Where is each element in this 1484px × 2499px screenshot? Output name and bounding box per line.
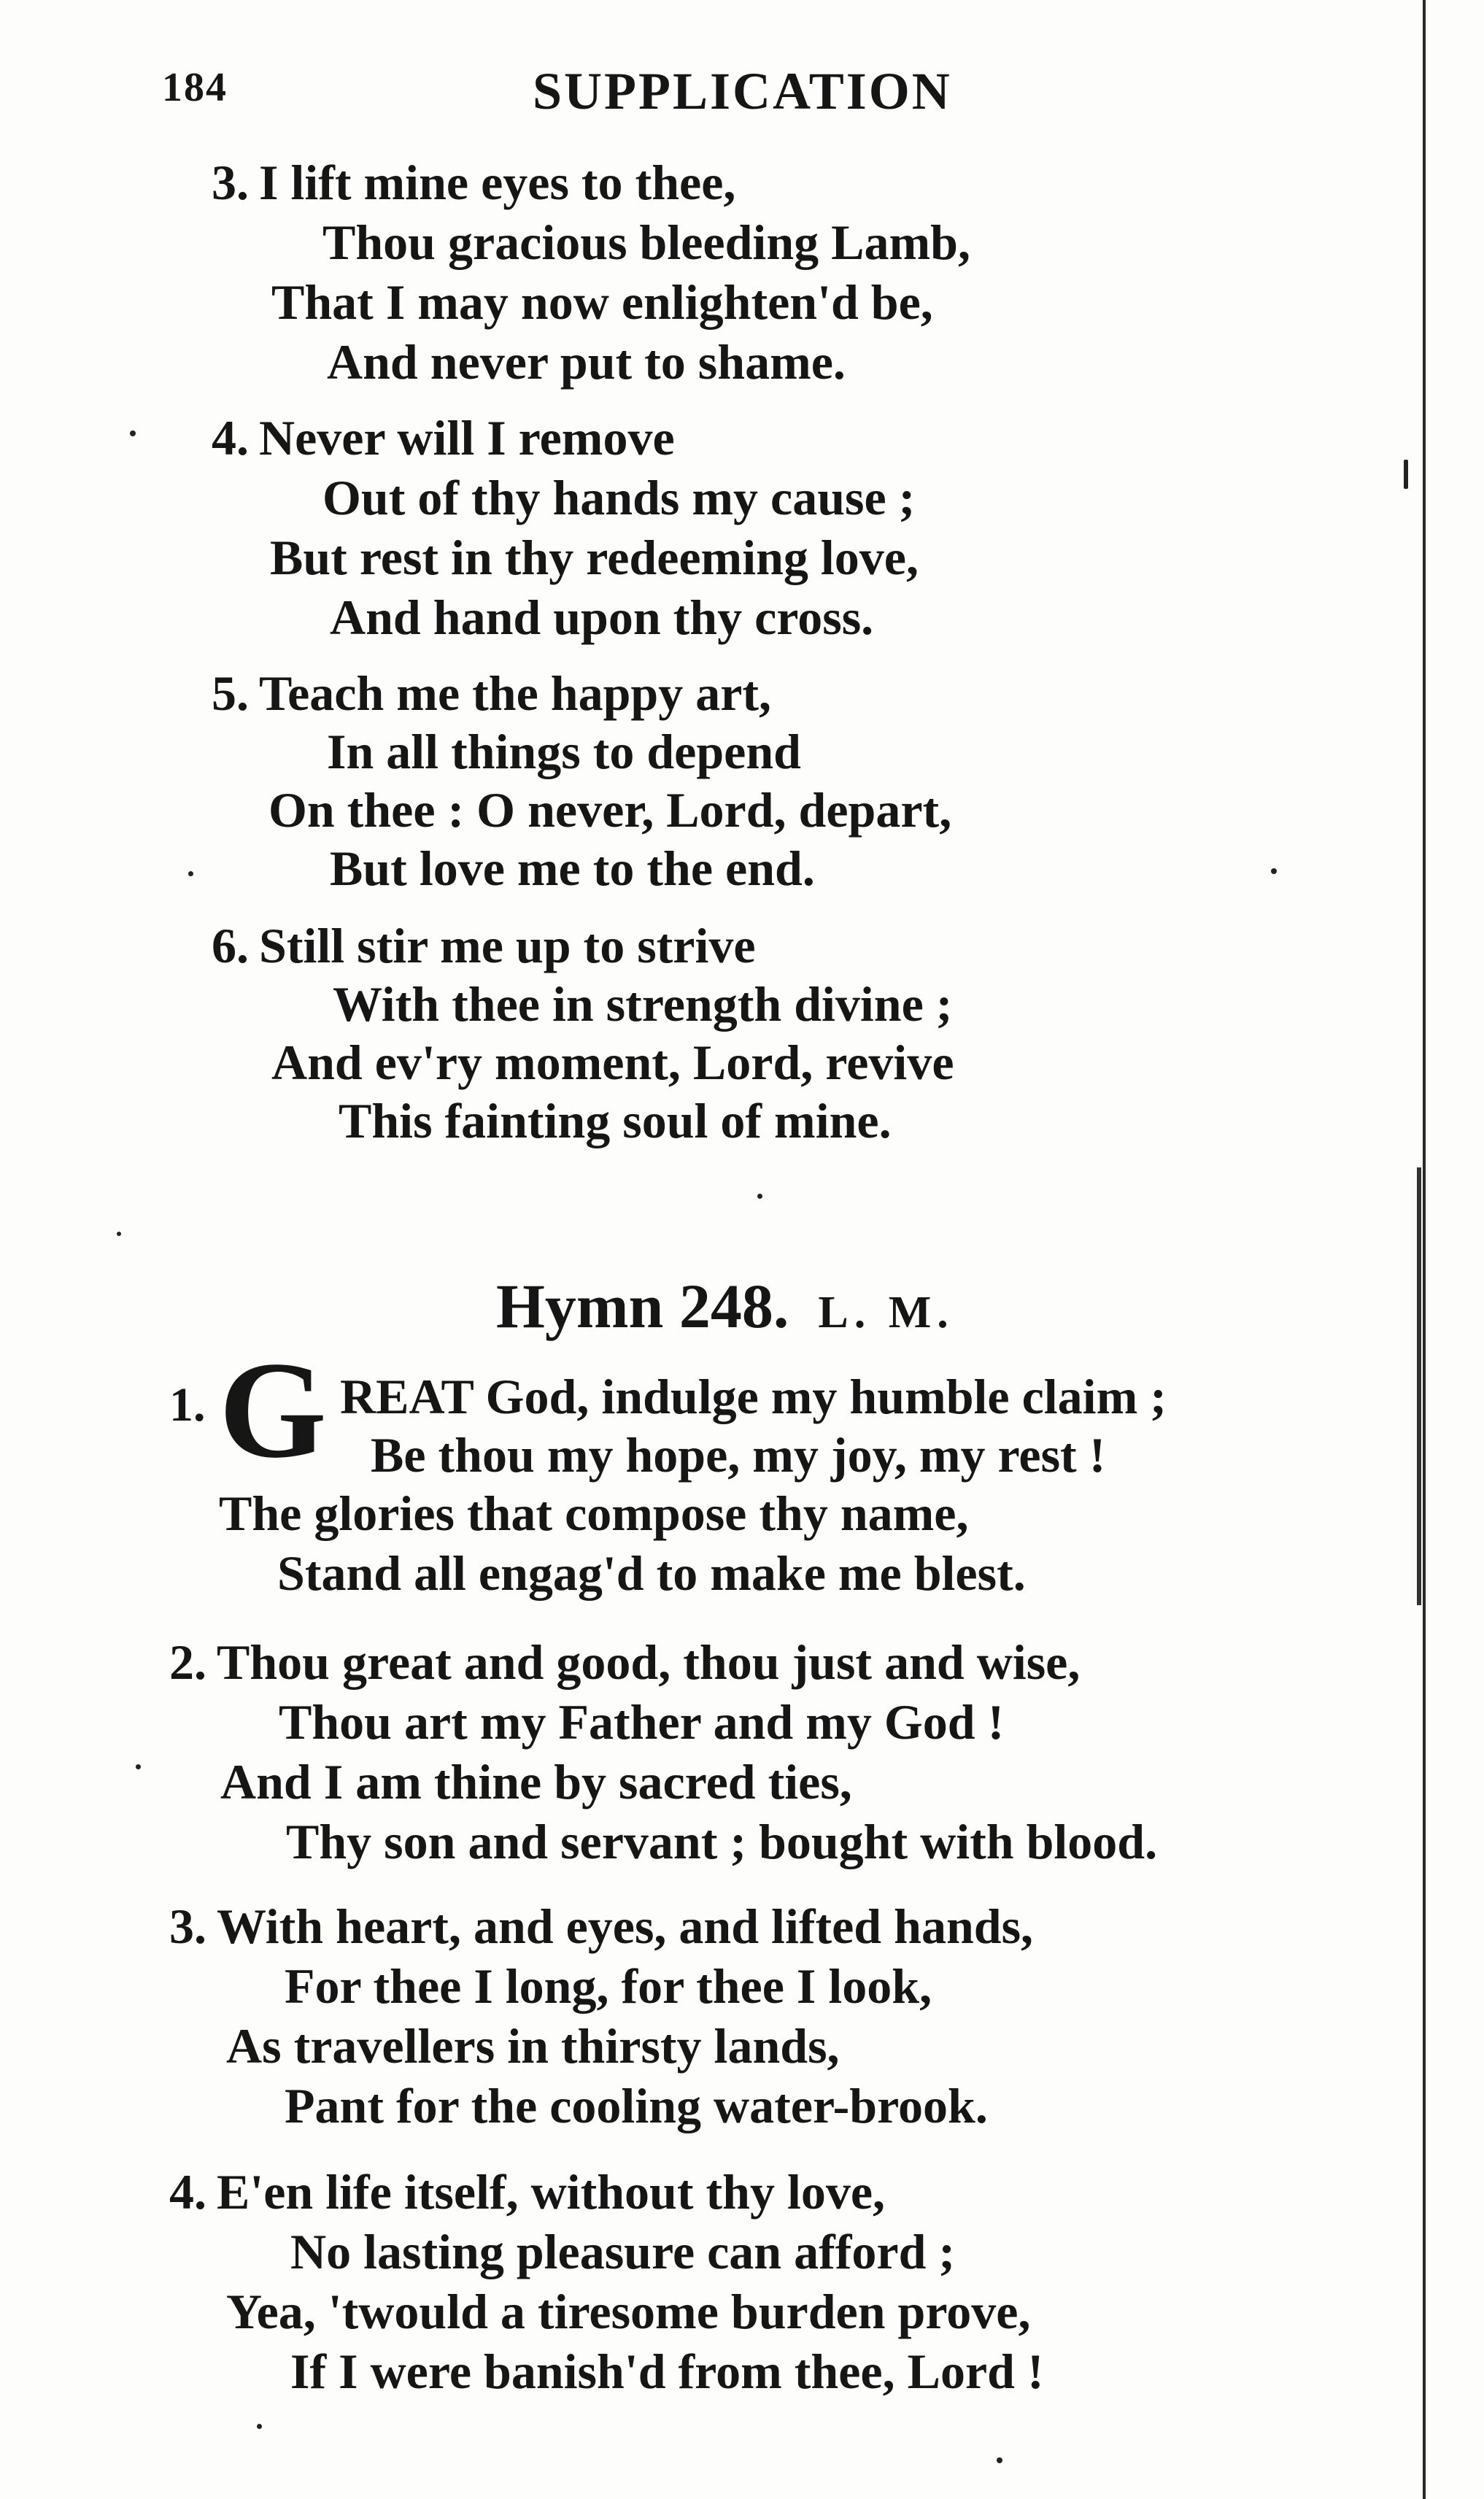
scan-speck xyxy=(136,1764,141,1769)
stanza-line: As travellers in thirsty lands, xyxy=(226,2018,840,2074)
running-head: SUPPLICATION xyxy=(533,62,952,120)
stanza-line: Yea, 'twould a tiresome burden prove, xyxy=(226,2284,1031,2339)
stanza-line: Be thou my hope, my joy, my rest ! xyxy=(371,1427,1106,1483)
stanza-line: 3. With heart, and eyes, and lifted hands, xyxy=(169,1899,1034,1954)
stanza-number: 6. xyxy=(212,918,249,973)
hymn-meter: L. M. xyxy=(818,1288,954,1337)
stanza-line: For thee I long, for thee I look, xyxy=(285,1958,932,2014)
stanza-line: That I may now enlighten'd be, xyxy=(271,274,933,330)
stanza-line: Thy son and servant ; bought with blood. xyxy=(286,1814,1158,1869)
stanza-line: And ev'ry moment, Lord, revive xyxy=(271,1035,954,1090)
stanza-line: 5. Teach me the happy art, xyxy=(212,665,772,721)
stanza-number: 4. xyxy=(212,410,249,466)
scan-speck xyxy=(117,1232,121,1236)
stanza-line: Stand all engag'd to make me blest. xyxy=(277,1545,1026,1601)
scan-mark xyxy=(1404,460,1408,489)
stanza-line: Out of thy hands my cause ; xyxy=(322,470,916,525)
stanza-line: On thee : O never, Lord, depart, xyxy=(268,782,952,838)
hymn-title xyxy=(496,1270,954,1343)
stanza-line: 3. I lift mine eyes to thee, xyxy=(212,155,736,210)
page-number: 184 xyxy=(162,65,228,110)
stanza-number: 3. xyxy=(212,155,249,210)
stanza-line: REAT God, indulge my humble claim ; xyxy=(340,1369,1167,1424)
stanza-number: 2. xyxy=(169,1634,206,1690)
stanza-line: In all things to depend xyxy=(327,724,801,779)
stanza-line: Thou art my Father and my God ! xyxy=(279,1694,1005,1750)
scan-speck xyxy=(757,1194,762,1199)
stanza-line: And never put to shame. xyxy=(327,334,846,390)
stanza-line: Pant for the cooling water-brook. xyxy=(285,2078,988,2133)
page-edge-shadow xyxy=(1417,1167,1421,1605)
stanza-line: But rest in thy redeeming love, xyxy=(270,530,919,585)
stanza-line: 2. Thou great and good, thou just and wise, xyxy=(169,1634,1081,1690)
stanza-line: If I were banish'd from thee, Lord ! xyxy=(290,2344,1044,2399)
scan-speck xyxy=(188,871,193,876)
stanza-line: 6. Still stir me up to strive xyxy=(212,918,756,973)
hymn-number: Hymn 248. xyxy=(496,1271,789,1341)
page-edge-rule xyxy=(1423,0,1426,2499)
stanza-number: 4. xyxy=(169,2164,206,2220)
stanza-line: But love me to the end. xyxy=(330,841,815,896)
stanza-line: 4. E'en life itself, without thy love, xyxy=(169,2164,886,2220)
scan-speck xyxy=(130,430,136,436)
drop-cap: G xyxy=(219,1334,327,1487)
stanza-number: 5. xyxy=(212,665,249,721)
stanza-number: 1. xyxy=(169,1378,206,1432)
stanza-line: This fainting soul of mine. xyxy=(339,1093,892,1148)
stanza-line: Thou gracious bleeding Lamb, xyxy=(322,215,970,270)
stanza-line: No lasting pleasure can afford ; xyxy=(290,2224,956,2279)
scan-speck xyxy=(257,2424,262,2429)
scan-speck xyxy=(1271,868,1277,874)
scan-speck xyxy=(997,2457,1002,2463)
stanza-line: And hand upon thy cross. xyxy=(330,590,874,645)
stanza-line: And I am thine by sacred ties, xyxy=(220,1754,852,1809)
stanza-line: With thee in strength divine ; xyxy=(333,976,953,1032)
stanza-line: The glories that compose thy name, xyxy=(219,1486,969,1541)
stanza-number: 3. xyxy=(169,1899,206,1954)
stanza-line: 4. Never will I remove xyxy=(212,410,675,466)
